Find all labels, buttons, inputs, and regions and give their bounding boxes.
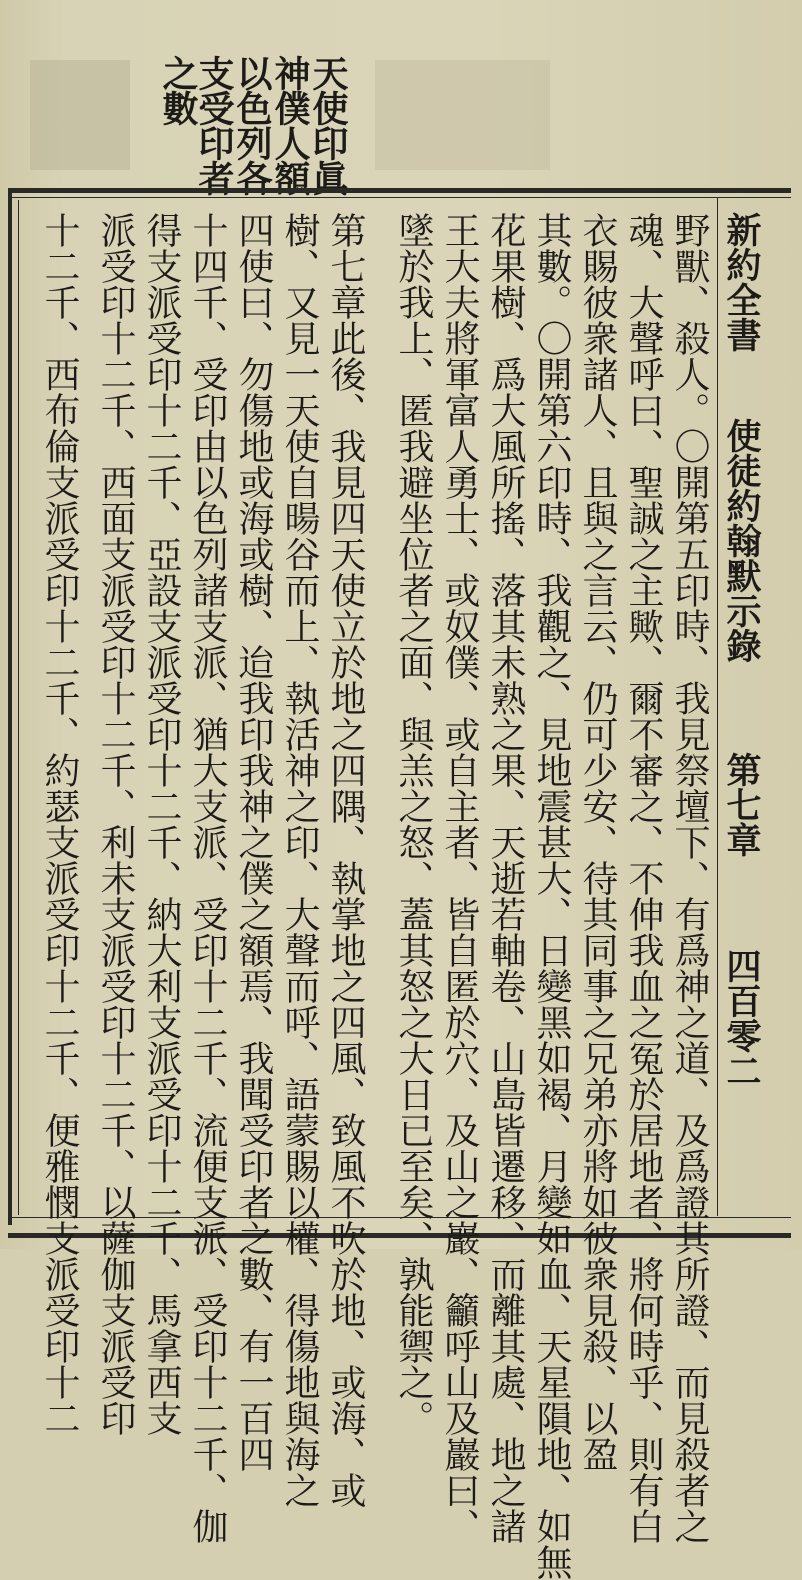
adjacent-page-shadow-right — [375, 60, 550, 170]
text-column: 其數。〇開第六印時、我觀之、見地震甚大、日變黑如褐、月變如血、天星隕地、如無 — [531, 212, 572, 1580]
text-column: 王大夫將軍富人勇士、或奴僕、或自主者、皆自匿於穴、及山之巖、籲呼山及巖曰、 — [439, 212, 480, 1544]
side-note-column: 之數 — [157, 55, 199, 125]
side-note-column: 支受印者 — [193, 55, 235, 195]
text-column: 墜於我上、匿我避坐位者之面、與羔之怒、蓋其怒之大日已至矣、孰能禦之。 — [393, 212, 434, 1436]
chapter-label: 第七章 — [721, 752, 762, 857]
frame-rule-top — [8, 197, 791, 198]
page-number: 四百零二 — [721, 948, 762, 1088]
book-title: 新約全書 — [721, 212, 762, 352]
text-column: 四使曰、勿傷地或海或樹、迨我印我神之僕之額焉、我聞受印者之數、有一百四 — [233, 212, 274, 1472]
text-column: 十二千、西布倫支派受印十二千、約瑟支派受印十二千、便雅憫支派受印十二 — [39, 212, 80, 1436]
text-column: 得支派受印十二千、亞設支派受印十二千、納大利支派受印十二千、馬拿西支 — [141, 212, 182, 1436]
text-column: 野獸、殺人。〇開第五印時、我見祭壇下、有爲神之道、及爲證其所證、而見殺者之 — [669, 212, 710, 1544]
side-note-column: 神僕人額 — [269, 55, 311, 195]
side-note-column: 天使印眞 — [307, 55, 349, 195]
adjacent-page-shadow — [30, 60, 130, 170]
text-column: 樹、又見一天使自暘谷而上、執活神之印、大聲而呼、語蒙賜以權、得傷地與海之 — [279, 212, 320, 1508]
text-column: 第七章此後、我見四天使立於地之四隅、執掌地之四風、致風不吹於地、或海、或 — [325, 212, 366, 1508]
header-divider — [717, 198, 718, 1216]
section-title: 使徒約翰默示錄 — [721, 418, 762, 663]
frame-rule-left — [8, 193, 12, 1225]
text-column: 派受印十二千、西面支派受印十二千、利未支派受印十二千、以薩伽支派受印 — [95, 212, 136, 1436]
text-column: 十四千、受印由以色列諸支派、猶大支派、受印十二千、流便支派、受印十二千、伽 — [187, 212, 228, 1544]
text-column: 花果樹、爲大風所搖、落其未熟之果、天逝若軸卷、山島皆遷移、而離其處、地之諸 — [485, 212, 526, 1544]
text-column: 衣賜彼衆諸人、且與之言云、仍可少安、待其同事之兄弟亦將如彼衆見殺、以盈 — [577, 212, 618, 1472]
side-note-column: 以色列各 — [231, 55, 273, 195]
text-column: 魂、大聲呼曰、聖誠之主歟、爾不審之、不伸我血之冤於居地者、將何時乎、則有白 — [623, 212, 664, 1544]
frame-rule-left-inner — [18, 200, 19, 1215]
